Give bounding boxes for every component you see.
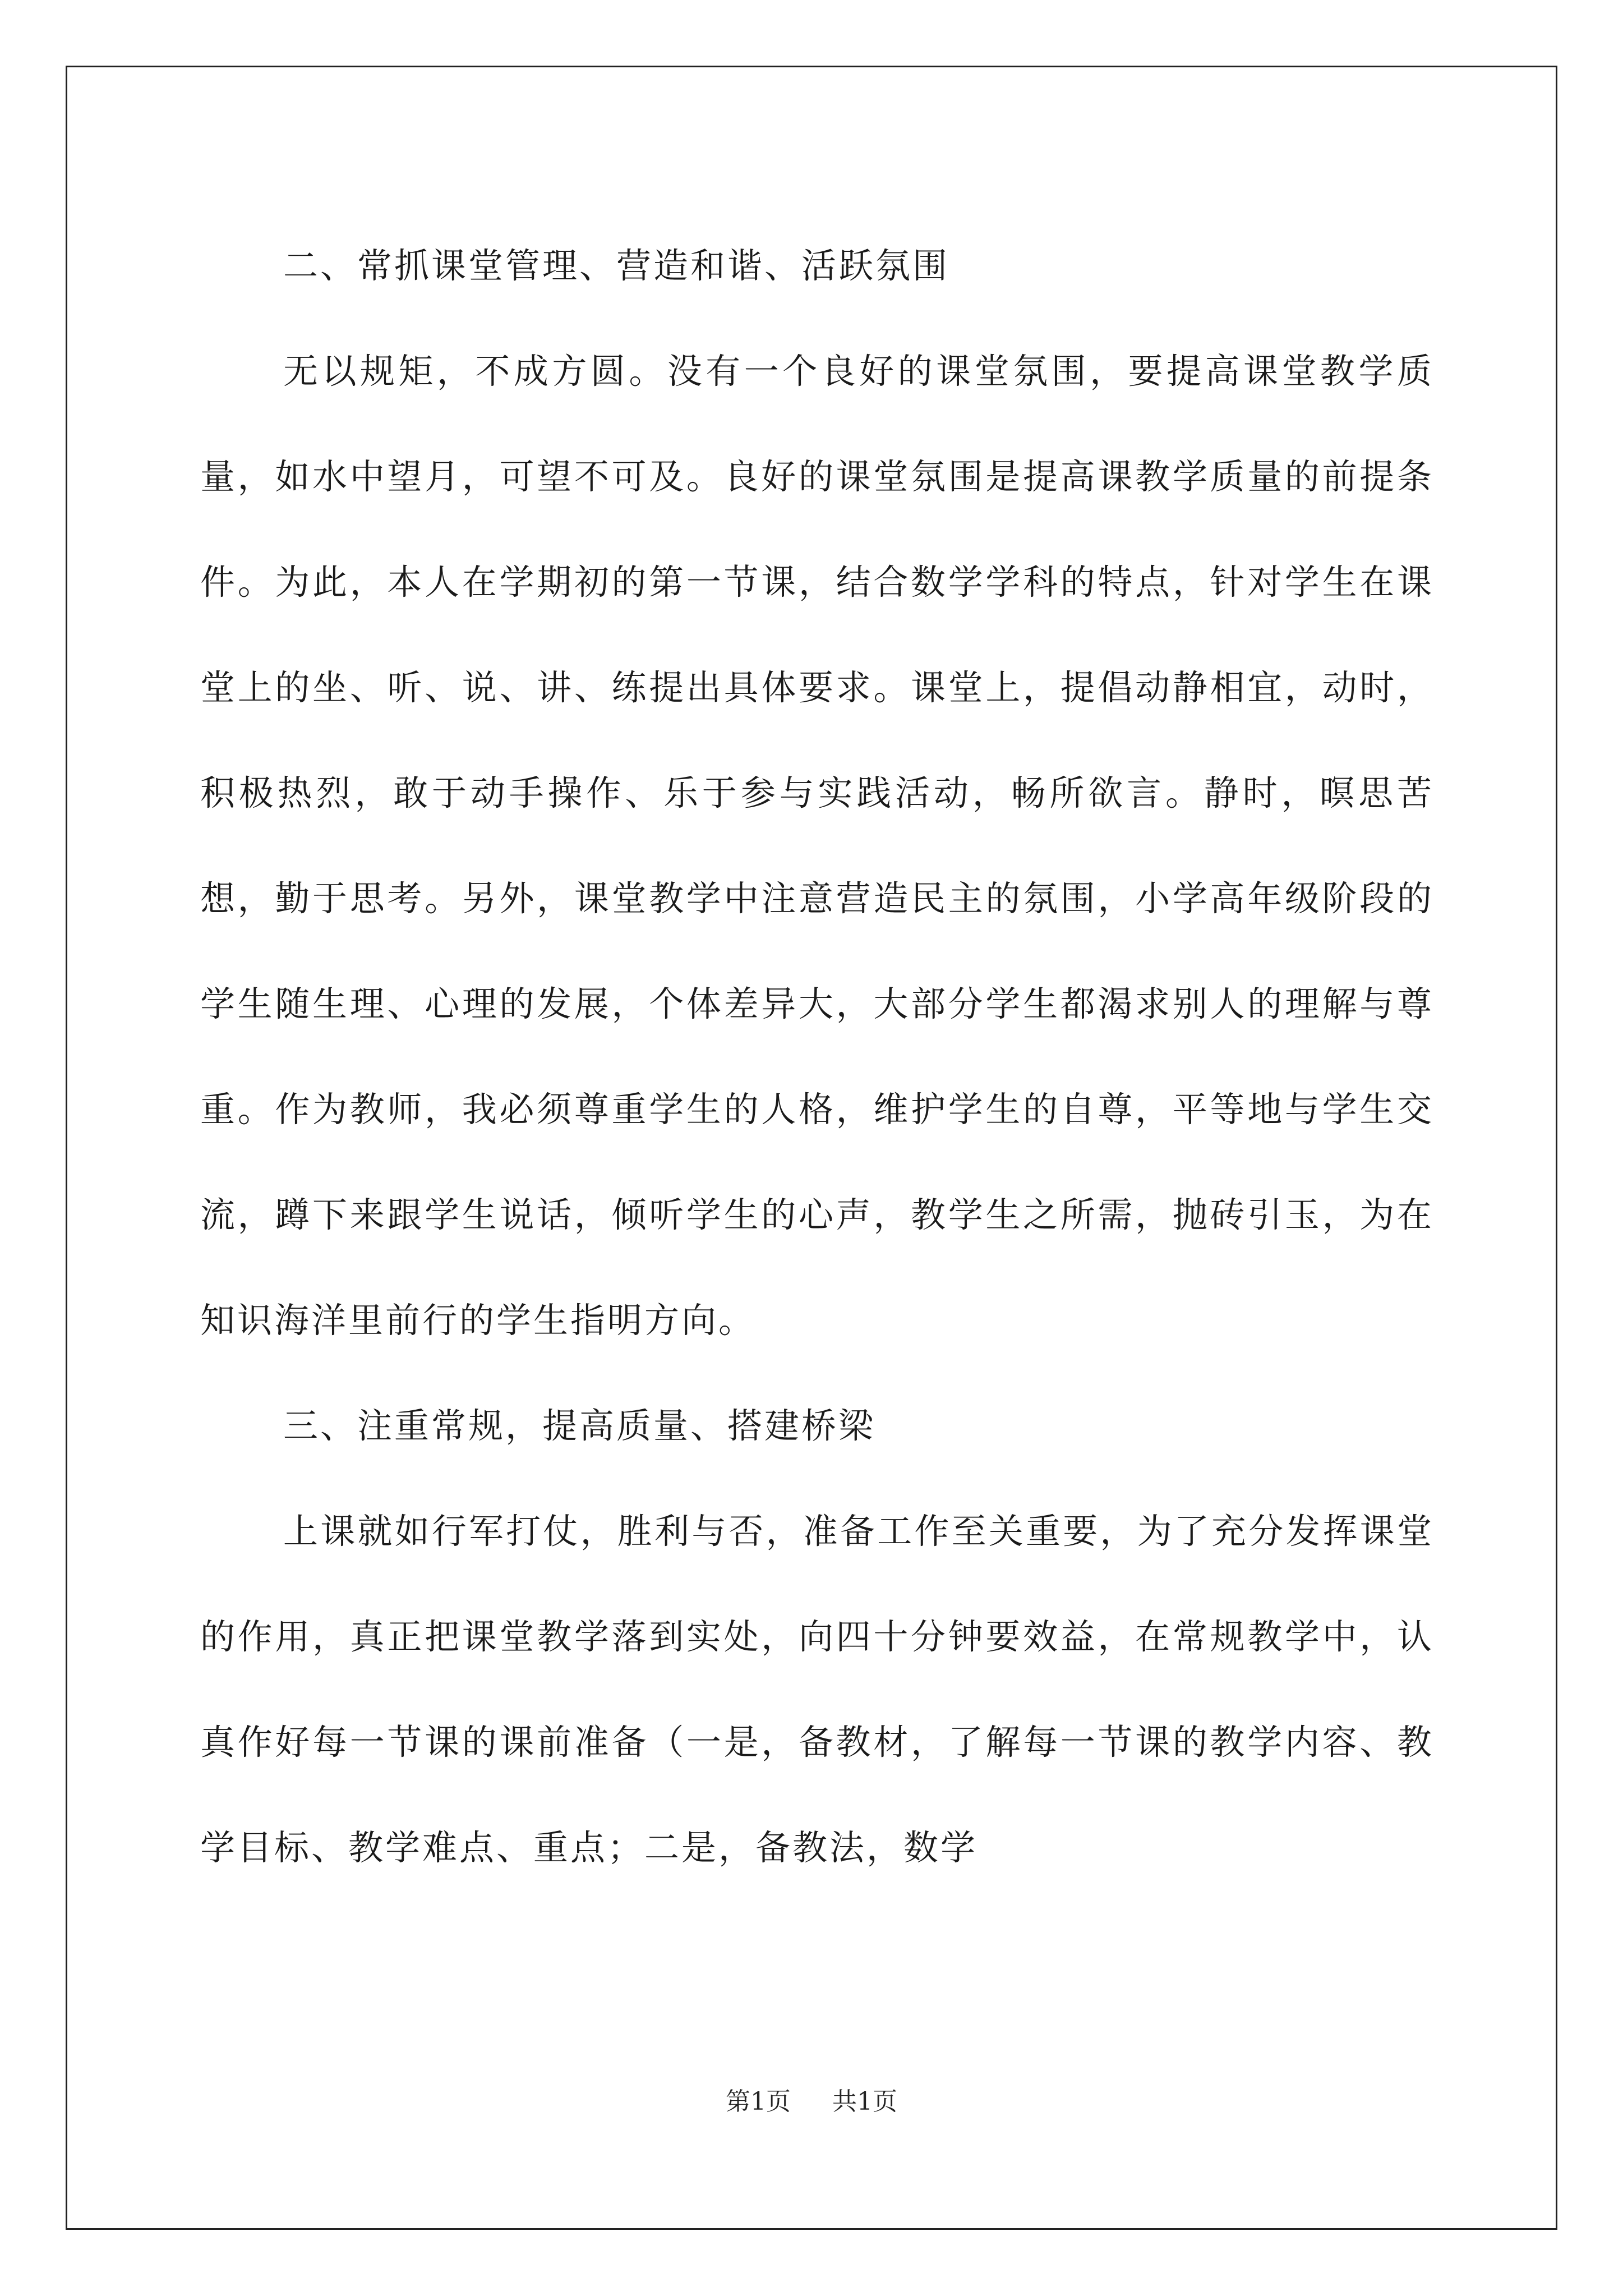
page-footer [0, 2081, 1623, 2117]
section-heading-3: 三、注重常规，提高质量、搭建桥梁 [283, 1405, 876, 1446]
document-body [200, 213, 1434, 1901]
page-total: 共1页 [832, 2087, 897, 2116]
paragraph-classroom-atmosphere: 无以规矩，不成方圆。没有一个良好的课堂氛围，要提高课堂教学质量，如水中望月，可望不可及。良好的课堂氛围是提高课教学质量的前提条件。为此，本人在学期初的第一节课，结合数学学科的特点，针对学生在课堂上的坐、听、说、讲、练提出具体要求。课堂上，提倡动静相宜，动时，积极热烈，敢于动手操作、乐于参与实践活动，畅所欲言。静时，暝思苦想，勤于思考。另外，课堂教学中注意营造民主的氛围，小学高年级阶段的学生随生理、心理的发展，个体差异大，大部分学生都渴求别人的理解与尊重。作为教师，我必须尊重学生的人格，维护学生的自尊，平等地与学生交流，蹲下来跟学生说话，倾听学生的心声，教学生之所需，抛砖引玉，为在知识海洋里前行的学生指明方向。 [200, 351, 1434, 1341]
page-number: 第1页 [726, 2087, 791, 2116]
paragraph-lesson-preparation: 上课就如行军打仗，胜利与否，准备工作至关重要，为了充分发挥课堂的作用，真正把课堂教学落到实处，向四十分钟要效益，在常规教学中，认真作好每一节课的课前准备（一是，备教材，了解每一节课的教学内容、教学目标、教学难点、重点；二是，备教法，数学 [200, 1511, 1434, 1868]
section-heading-2: 二、常抓课堂管理、营造和谐、活跃氛围 [283, 245, 950, 286]
